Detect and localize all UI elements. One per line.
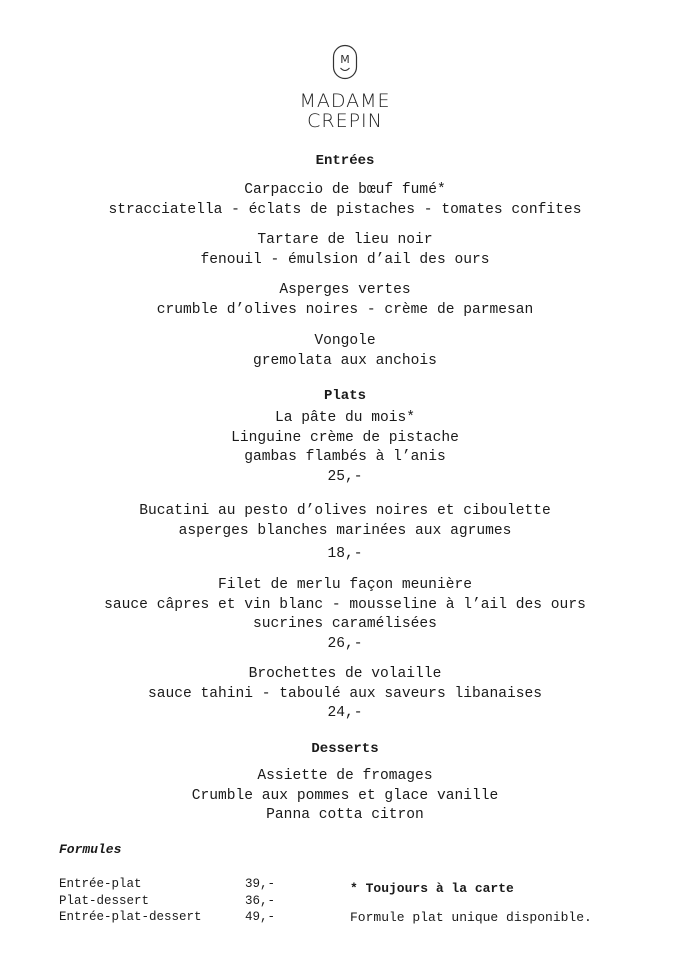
dish-description: crumble d’olives noires - crème de parmesan	[156, 301, 534, 318]
dish-price: 18,-	[327, 546, 363, 562]
formule-row	[59, 910, 275, 924]
dish-price: 26,-	[327, 635, 363, 652]
dish-description: sauce tahini - taboulé aux saveurs libanaises	[147, 685, 543, 702]
monogram-letter: M	[340, 53, 350, 66]
plat-item-4	[0, 665, 690, 724]
dish-name: Tartare de lieu noir	[257, 232, 433, 248]
section-title-plats: Plats	[323, 388, 366, 404]
dish-price: 25,-	[327, 468, 363, 485]
plat-item-1	[0, 409, 690, 487]
dish-name: Brochettes de volaille	[248, 666, 442, 682]
dish-description: Linguine crème de pistache	[231, 429, 459, 446]
formule-row	[59, 894, 275, 908]
formule-row	[59, 877, 275, 891]
dish-description: sucrines caramélisées	[253, 616, 437, 632]
note-toujours-carte: * Toujours à la carte	[350, 881, 514, 896]
dish-description: sauce câpres et vin blanc - mousseline à l’ail des ours	[104, 596, 586, 613]
dish-description: stracciatella - éclats de pistaches - tomates confites	[108, 201, 582, 218]
desserts-list	[0, 767, 690, 826]
formule-price: 39,-	[245, 877, 276, 891]
entree-item-1	[0, 181, 690, 220]
section-title-entrees: Entrées	[315, 153, 375, 169]
plat-item-3	[0, 576, 690, 654]
plats-section	[0, 387, 690, 405]
formule-label: Entrée-plat	[59, 877, 142, 891]
dish-description: fenouil - émulsion d’ail des ours	[200, 251, 490, 268]
dessert-item: Crumble aux pommes et glace vanille	[191, 787, 499, 804]
logo-line-2: CREPIN	[307, 110, 383, 132]
entree-item-2	[0, 231, 690, 270]
dish-description: gambas flambés à l’anis	[244, 449, 446, 465]
section-title-desserts: Desserts	[311, 741, 379, 757]
entree-item-3	[0, 281, 690, 320]
entrees-section	[0, 152, 690, 170]
entree-item-4	[0, 332, 690, 371]
dessert-item: Assiette de fromages	[257, 768, 433, 784]
note-formule-unique: Formule plat unique disponible.	[350, 910, 592, 925]
monogram-icon	[332, 44, 358, 80]
dish-name: La pâte du mois*	[274, 410, 416, 426]
formule-price: 36,-	[245, 894, 276, 908]
dish-name: Carpaccio de bœuf fumé*	[244, 182, 446, 198]
dish-price: 24,-	[327, 705, 363, 721]
dish-description: gremolata aux anchois	[253, 352, 437, 369]
restaurant-logo	[0, 44, 690, 131]
dish-name: Bucatini au pesto d’olives noires et ciboulette	[139, 503, 551, 519]
dish-description: asperges blanches marinées aux agrumes	[178, 522, 512, 539]
formule-label: Plat-dessert	[59, 894, 150, 908]
plat-item-2	[0, 502, 690, 565]
desserts-section	[0, 740, 690, 758]
dish-name: Asperges vertes	[279, 282, 411, 298]
formule-price: 49,-	[245, 910, 276, 924]
logo-line-1: MADAME	[299, 90, 391, 112]
dish-name: Filet de merlu façon meunière	[218, 577, 472, 593]
dessert-item: Panna cotta citron	[266, 807, 424, 823]
formule-label: Entrée-plat-dessert	[59, 910, 202, 924]
dish-name: Vongole	[314, 333, 376, 349]
formules-title: Formules	[59, 842, 122, 857]
